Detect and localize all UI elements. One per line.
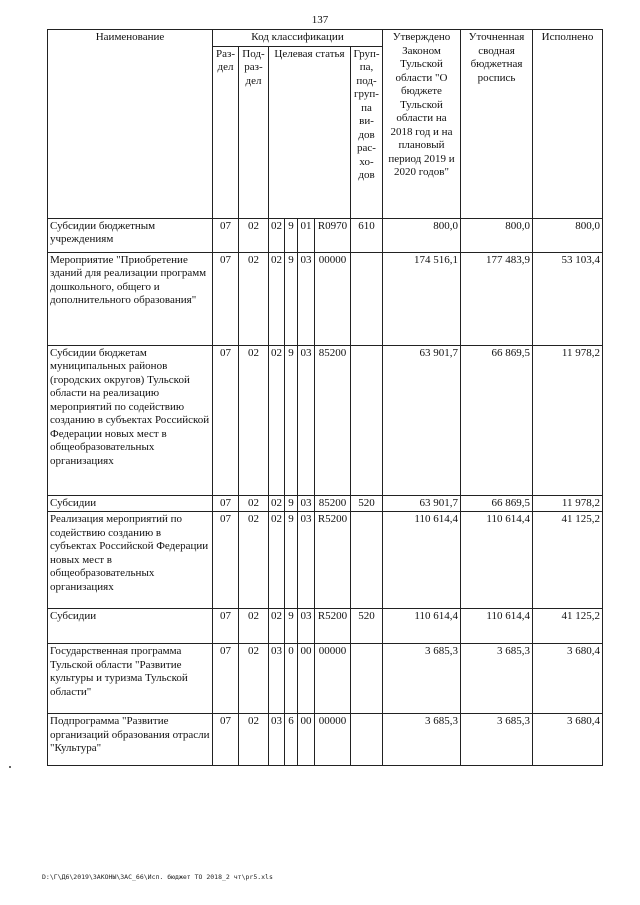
row-target-subprogram: 9 <box>285 609 298 644</box>
row-approved: 110 614,4 <box>383 512 461 609</box>
row-expense-group: 520 <box>351 495 383 512</box>
row-refined: 3 685,3 <box>461 644 533 714</box>
row-target-event: 00 <box>298 714 315 766</box>
row-approved: 3 685,3 <box>383 714 461 766</box>
row-approved: 110 614,4 <box>383 609 461 644</box>
row-razdel: 07 <box>213 218 239 252</box>
row-target-event: 03 <box>298 512 315 609</box>
row-razdel: 07 <box>213 345 239 495</box>
row-target-event: 01 <box>298 218 315 252</box>
row-refined: 110 614,4 <box>461 512 533 609</box>
header-podrazdel: Под-раз-дел <box>239 46 269 218</box>
row-refined: 110 614,4 <box>461 609 533 644</box>
row-approved: 3 685,3 <box>383 644 461 714</box>
row-podrazdel: 02 <box>239 495 269 512</box>
row-executed: 53 103,4 <box>533 252 603 345</box>
row-name: Подпрограмма "Развитие организаций образования отрасли "Культура" <box>48 714 213 766</box>
row-executed: 800,0 <box>533 218 603 252</box>
page-number: 137 <box>311 14 329 26</box>
row-podrazdel: 02 <box>239 609 269 644</box>
stray-mark <box>9 766 11 768</box>
row-target-program: 02 <box>269 609 285 644</box>
table-body <box>48 218 603 766</box>
row-name: Мероприятие "Приобретение зданий для реализации программ дошкольного, общего и дополнительного образования" <box>48 252 213 345</box>
table-row <box>48 218 603 252</box>
row-target-direction: 00000 <box>315 714 351 766</box>
table-row <box>48 495 603 512</box>
row-target-direction: R5200 <box>315 609 351 644</box>
row-executed: 3 680,4 <box>533 714 603 766</box>
row-target-program: 03 <box>269 644 285 714</box>
row-razdel: 07 <box>213 609 239 644</box>
row-approved: 63 901,7 <box>383 495 461 512</box>
row-podrazdel: 02 <box>239 714 269 766</box>
row-refined: 800,0 <box>461 218 533 252</box>
row-target-direction: 00000 <box>315 252 351 345</box>
row-razdel: 07 <box>213 714 239 766</box>
row-razdel: 07 <box>213 495 239 512</box>
row-podrazdel: 02 <box>239 252 269 345</box>
row-name: Субсидии бюджетным учреждениям <box>48 218 213 252</box>
row-target-subprogram: 9 <box>285 345 298 495</box>
header-name: Наименование <box>48 30 213 219</box>
row-target-direction: R0970 <box>315 218 351 252</box>
row-target-event: 03 <box>298 252 315 345</box>
row-target-direction: 85200 <box>315 345 351 495</box>
row-target-program: 02 <box>269 252 285 345</box>
row-expense-group <box>351 512 383 609</box>
row-podrazdel: 02 <box>239 512 269 609</box>
row-target-subprogram: 6 <box>285 714 298 766</box>
row-target-program: 03 <box>269 714 285 766</box>
row-target-subprogram: 9 <box>285 512 298 609</box>
row-name: Реализация мероприятий по содействию созданию в субъектах Российской Федерации новых мест в общеобразовательных организациях <box>48 512 213 609</box>
row-expense-group: 610 <box>351 218 383 252</box>
row-target-event: 03 <box>298 345 315 495</box>
row-target-subprogram: 9 <box>285 495 298 512</box>
row-refined: 177 483,9 <box>461 252 533 345</box>
row-name: Субсидии <box>48 495 213 512</box>
row-podrazdel: 02 <box>239 345 269 495</box>
row-name: Субсидии бюджетам муниципальных районов (городских округов) Тульской области на реализацию мероприятий по содействию созданию в субъектах Российской Федерации новых мест в общеобразовательных организациях <box>48 345 213 495</box>
row-refined: 3 685,3 <box>461 714 533 766</box>
row-razdel: 07 <box>213 644 239 714</box>
row-executed: 3 680,4 <box>533 644 603 714</box>
row-target-program: 02 <box>269 495 285 512</box>
row-refined: 66 869,5 <box>461 345 533 495</box>
row-razdel: 07 <box>213 252 239 345</box>
row-target-direction: 85200 <box>315 495 351 512</box>
row-refined: 66 869,5 <box>461 495 533 512</box>
row-executed: 41 125,2 <box>533 609 603 644</box>
table-row <box>48 512 603 609</box>
header-approved: Утверждено Законом Тульской области "О бюджете Тульской области на 2018 год и на плановый период 2019 и 2020 годов" <box>383 30 461 219</box>
row-target-subprogram: 0 <box>285 644 298 714</box>
row-expense-group <box>351 714 383 766</box>
row-target-subprogram: 9 <box>285 218 298 252</box>
row-name: Субсидии <box>48 609 213 644</box>
row-razdel: 07 <box>213 512 239 609</box>
row-executed: 11 978,2 <box>533 345 603 495</box>
row-approved: 63 901,7 <box>383 345 461 495</box>
row-target-program: 02 <box>269 218 285 252</box>
table-row <box>48 714 603 766</box>
table-row <box>48 644 603 714</box>
header-code-group: Код классификации <box>213 30 383 47</box>
row-target-direction: R5200 <box>315 512 351 609</box>
table-row <box>48 252 603 345</box>
row-podrazdel: 02 <box>239 218 269 252</box>
table-row <box>48 345 603 495</box>
row-executed: 41 125,2 <box>533 512 603 609</box>
table-row <box>48 609 603 644</box>
row-executed: 11 978,2 <box>533 495 603 512</box>
header-group: Груп-па, под-груп-па ви-дов рас-хо-дов <box>351 46 383 218</box>
row-expense-group <box>351 345 383 495</box>
row-target-subprogram: 9 <box>285 252 298 345</box>
file-path-footer: D:\Г\Д6\2019\ЗАКОНЫ\ЗАС_66\Исп. бюджет ТО 2018_2 чт\pr5.xls <box>42 873 273 881</box>
header-target: Целевая статья <box>269 46 351 218</box>
header-razdel: Раз-дел <box>213 46 239 218</box>
header-refined: Уточненная сводная бюджетная роспись <box>461 30 533 219</box>
row-target-event: 03 <box>298 609 315 644</box>
row-approved: 174 516,1 <box>383 252 461 345</box>
row-target-program: 02 <box>269 345 285 495</box>
header-executed: Исполнено <box>533 30 603 219</box>
row-approved: 800,0 <box>383 218 461 252</box>
row-expense-group <box>351 252 383 345</box>
row-target-direction: 00000 <box>315 644 351 714</box>
row-expense-group <box>351 644 383 714</box>
row-target-event: 03 <box>298 495 315 512</box>
row-expense-group: 520 <box>351 609 383 644</box>
budget-table <box>47 29 603 766</box>
row-name: Государственная программа Тульской области "Развитие культуры и туризма Тульской области" <box>48 644 213 714</box>
row-target-program: 02 <box>269 512 285 609</box>
row-target-event: 00 <box>298 644 315 714</box>
row-podrazdel: 02 <box>239 644 269 714</box>
